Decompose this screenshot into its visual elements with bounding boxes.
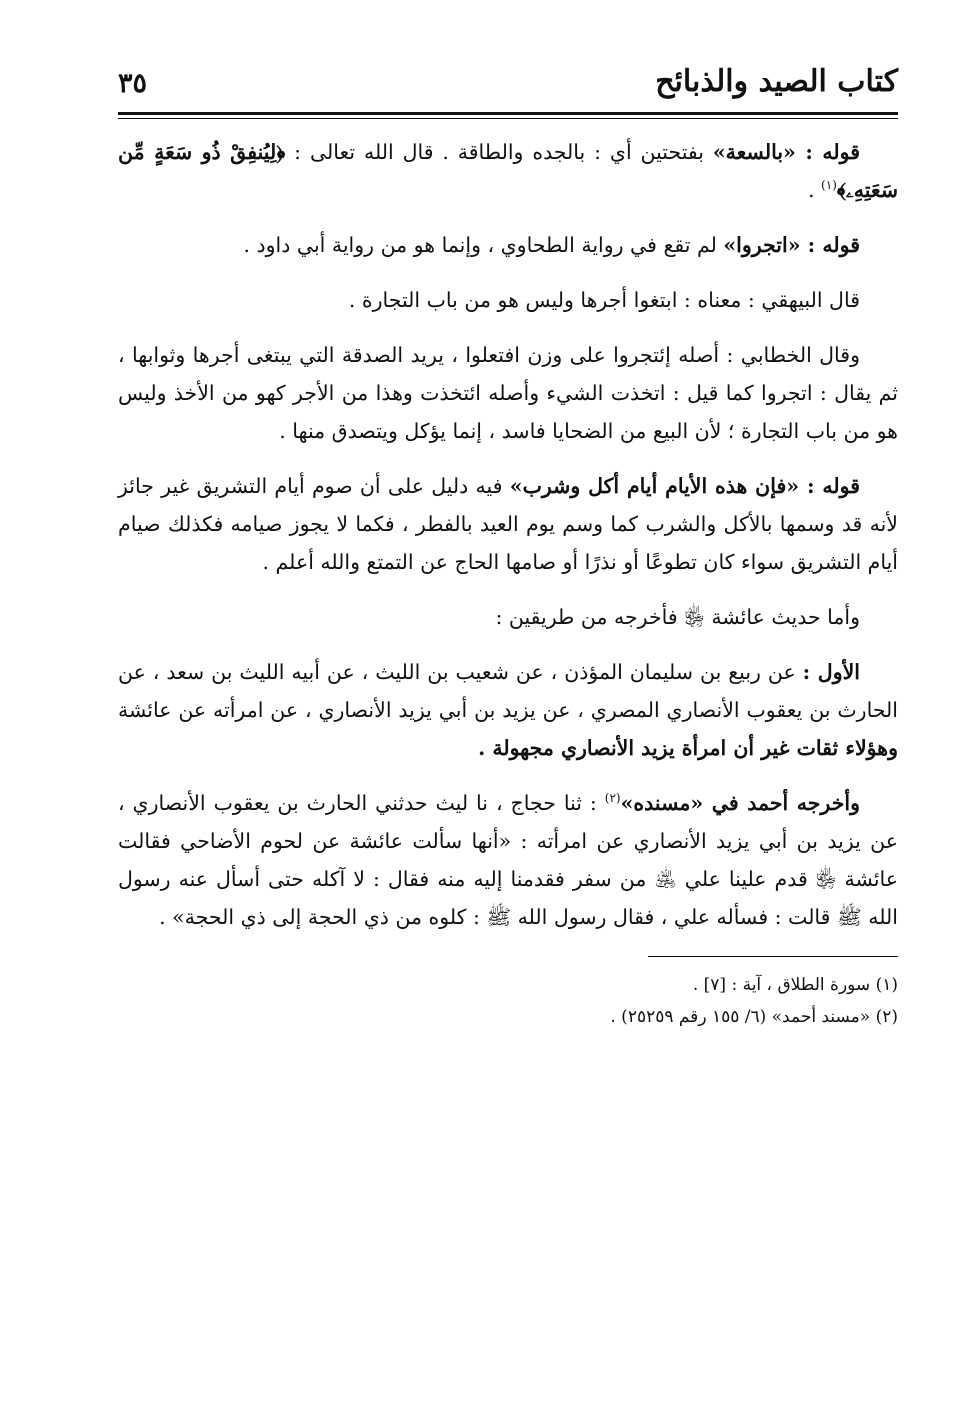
- footnote-ref-2: (٢): [604, 791, 621, 806]
- quran-verse: ﴿لِيُنفِقْ ذُو سَعَةٍ مِّن سَعَتِهِۦ﴾: [118, 140, 898, 202]
- paragraph-4-text: وقال الخطابي : أصله إئتجروا على وزن افتعلوا ، يريد الصدقة التي يبتغى أجرها وثوابها ، ثم يقال : اتجروا كما قيل : اتخذت الشيء وأصله ائتخذت وهذا من الأجر كهو من الأخذ وليس هو من باب التجارة ؛ لأن البيع من الضحايا فاسد ، إنما يؤكل ويتصدق منها .: [118, 343, 898, 443]
- paragraph-5: [118, 467, 898, 581]
- header-divider-thin: [118, 118, 898, 119]
- paragraph-1-end: .: [808, 178, 822, 202]
- paragraph-1-text: بفتحتين أي : بالجده والطاقة . قال الله تعالى :: [285, 140, 713, 164]
- paragraph-4: [118, 336, 898, 450]
- paragraph-5-text: فيه دليل على أن صوم أيام التشريق غير جائز لأنه قد وسمها بالأكل والشرب كما وسم يوم العيد بالفطر ، فكما لا يجوز صيامه فكذلك صيام أيام التشريق سواء كان تطوعًا أو نذرًا أو صامها الحاج عن التمتع والله أعلم .: [118, 474, 898, 574]
- footnote-1: (١) سورة الطلاق ، آية : [٧] .: [692, 975, 898, 995]
- page-header: [118, 58, 898, 110]
- book-page: [118, 58, 898, 1033]
- book-title: كتاب الصيد والذبائح: [655, 64, 898, 99]
- paragraph-3-text: قال البيهقي : معناه : ابتغوا أجرها وليس هو من باب التجارة .: [348, 288, 860, 312]
- page-number: ٣٥: [118, 68, 148, 99]
- paragraph-1: [118, 133, 898, 209]
- footnotes: [118, 956, 898, 1033]
- paragraph-2-text: لم تقع في رواية الطحاوي ، وإنما هو من رواية أبي داود .: [243, 233, 724, 257]
- paragraph-2: [118, 226, 898, 264]
- paragraph-3: [118, 281, 898, 319]
- paragraph-1-lead: قوله : «بالسعة»: [712, 140, 861, 164]
- footnote-2: (٢) «مسند أحمد» (٦/ ١٥٥ رقم ٢٥٢٥٩) .: [610, 1007, 898, 1027]
- footnote-divider: [648, 956, 898, 957]
- footnote-ref-1: (١): [821, 178, 837, 193]
- main-text: [118, 133, 898, 936]
- header-divider-thick: [118, 112, 898, 115]
- paragraph-7-lead: الأول :: [802, 660, 860, 684]
- paragraph-6-text: وأما حديث عائشة ﵂ فأخرجه من طريقين :: [495, 605, 860, 629]
- paragraph-8-lead: وأخرجه أحمد في «مسنده»: [620, 791, 860, 815]
- paragraph-2-lead: قوله : «اتجروا»: [723, 233, 860, 257]
- paragraph-7-emphasis: وهؤلاء ثقات غير أن امرأة يزيد الأنصاري مجهولة .: [478, 736, 898, 760]
- paragraph-8: [118, 784, 898, 936]
- paragraph-6: [118, 598, 898, 636]
- paragraph-5-lead: قوله : «فإن هذه الأيام أيام أكل وشرب»: [509, 474, 861, 498]
- paragraph-7-text: عن ربيع بن سليمان المؤذن ، عن شعيب بن الليث ، عن أبيه الليث بن سعد ، عن الحارث بن يعقوب الأنصاري المصري ، عن يزيد بن أبي يزيد الأنصاري ، عن امرأته عن عائشة: [118, 660, 898, 722]
- paragraph-8-text: : ثنا حجاج ، نا ليث حدثني الحارث بن يعقوب الأنصاري ، عن يزيد بن أبي يزيد الأنصاري عن امرأته : «أنها سألت عائشة عن لحوم الأضاحي فقالت عائشة ﵂ قدم علينا علي ﵁ من سفر فقدمنا إليه منه فقال : لا آكله حتى أسأل عنه رسول الله ﷺ قالت : فسأله علي ، فقال رسول الله ﷺ : كلوه من ذي الحجة إلى ذي الحجة» .: [118, 791, 898, 929]
- paragraph-7: [118, 653, 898, 767]
